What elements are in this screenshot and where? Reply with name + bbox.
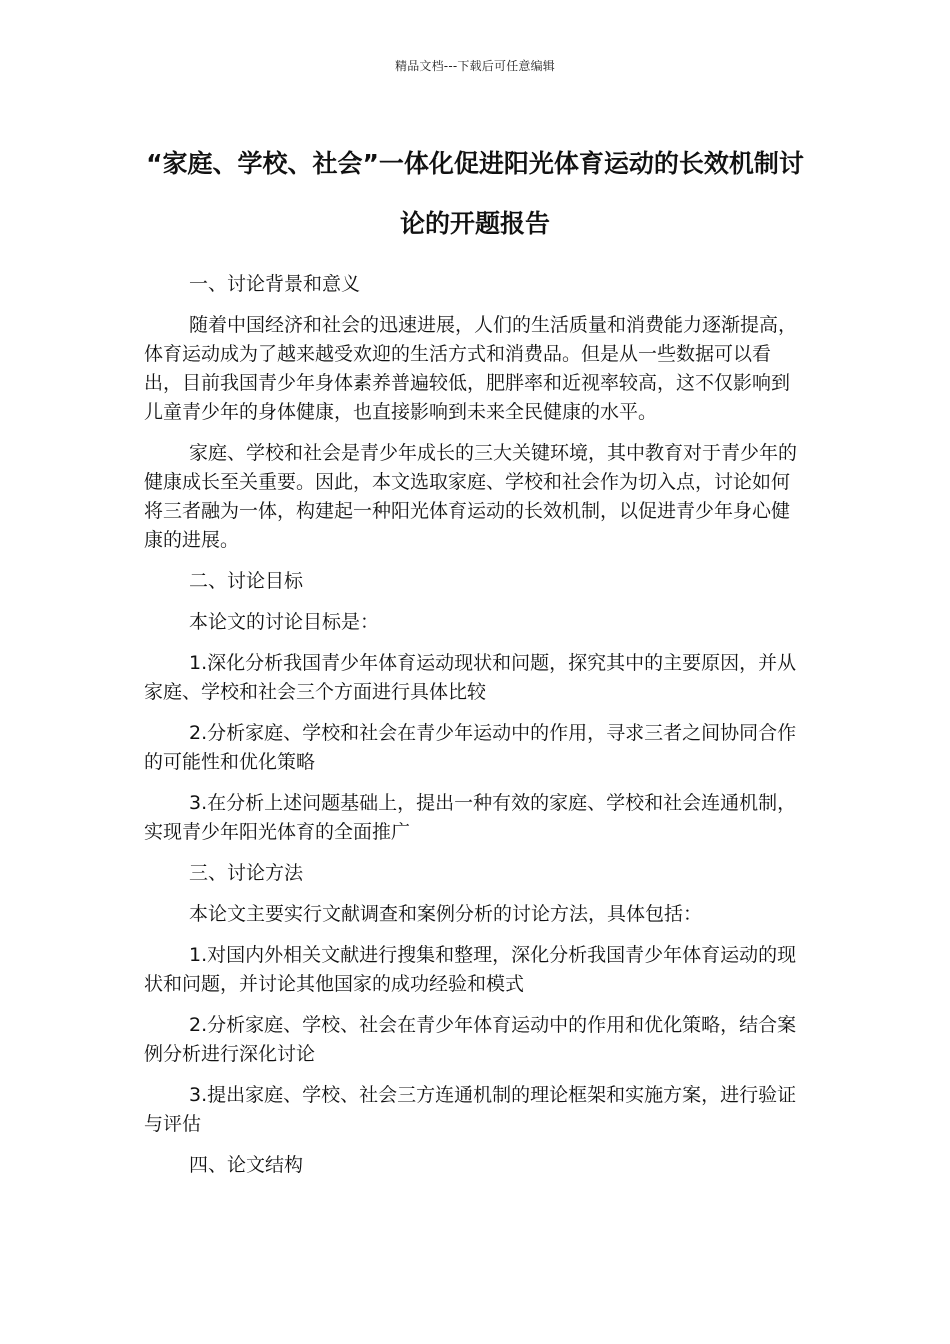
body-paragraph: 随着中国经济和社会的迅速进展，人们的生活质量和消费能力逐渐提高，体育运动成为了越来越受欢迎的生活方式和消费品。但是从一些数据可以看出，目前我国青少年身体素养普遍较低，肥胖率和近视率较高，这不仅影响到儿童青少年的身体健康，也直接影响到未来全民健康的水平。 [144, 314, 798, 423]
body-paragraph: 本论文的讨论目标是： [189, 611, 380, 633]
list-item: 3.提出家庭、学校、社会三方连通机制的理论框架和实施方案，进行验证与评估 [144, 1084, 797, 1135]
section-heading-structure: 四、论文结构 [189, 1154, 304, 1176]
header-note: 精品文档---下载后可任意编辑 [395, 59, 555, 73]
body-paragraph: 本论文主要实行文献调查和案例分析的讨论方法，具体包括： [189, 903, 703, 925]
list-item: 2.分析家庭、学校、社会在青少年体育运动中的作用和优化策略，结合案例分析进行深化讨论 [144, 1014, 797, 1065]
section-heading-goals: 二、讨论目标 [189, 570, 304, 592]
document-title: “家庭、学校、社会”一体化促进阳光体育运动的长效机制讨论的开题报告 [146, 149, 804, 238]
body-paragraph: 家庭、学校和社会是青少年成长的三大关键环境，其中教育对于青少年的健康成长至关重要。因此，本文选取家庭、学校和社会作为切入点，讨论如何将三者融为一体，构建起一种阳光体育运动的长效机制，以促进青少年身心健康的进展。 [144, 442, 798, 551]
list-item: 1.对国内外相关文献进行搜集和整理，深化分析我国青少年体育运动的现状和问题，并讨论其他国家的成功经验和模式 [144, 944, 797, 995]
document-body [144, 270, 804, 1192]
section-heading-methods: 三、讨论方法 [189, 862, 304, 884]
section-heading-background: 一、讨论背景和意义 [189, 273, 361, 295]
list-item: 2.分析家庭、学校和社会在青少年运动中的作用，寻求三者之间协同合作的可能性和优化策略 [144, 722, 797, 773]
list-item: 1.深化分析我国青少年体育运动现状和问题，探究其中的主要原因，并从家庭、学校和社会三个方面进行具体比较 [144, 652, 797, 703]
list-item: 3.在分析上述问题基础上，提出一种有效的家庭、学校和社会连通机制，实现青少年阳光体育的全面推广 [144, 792, 797, 843]
